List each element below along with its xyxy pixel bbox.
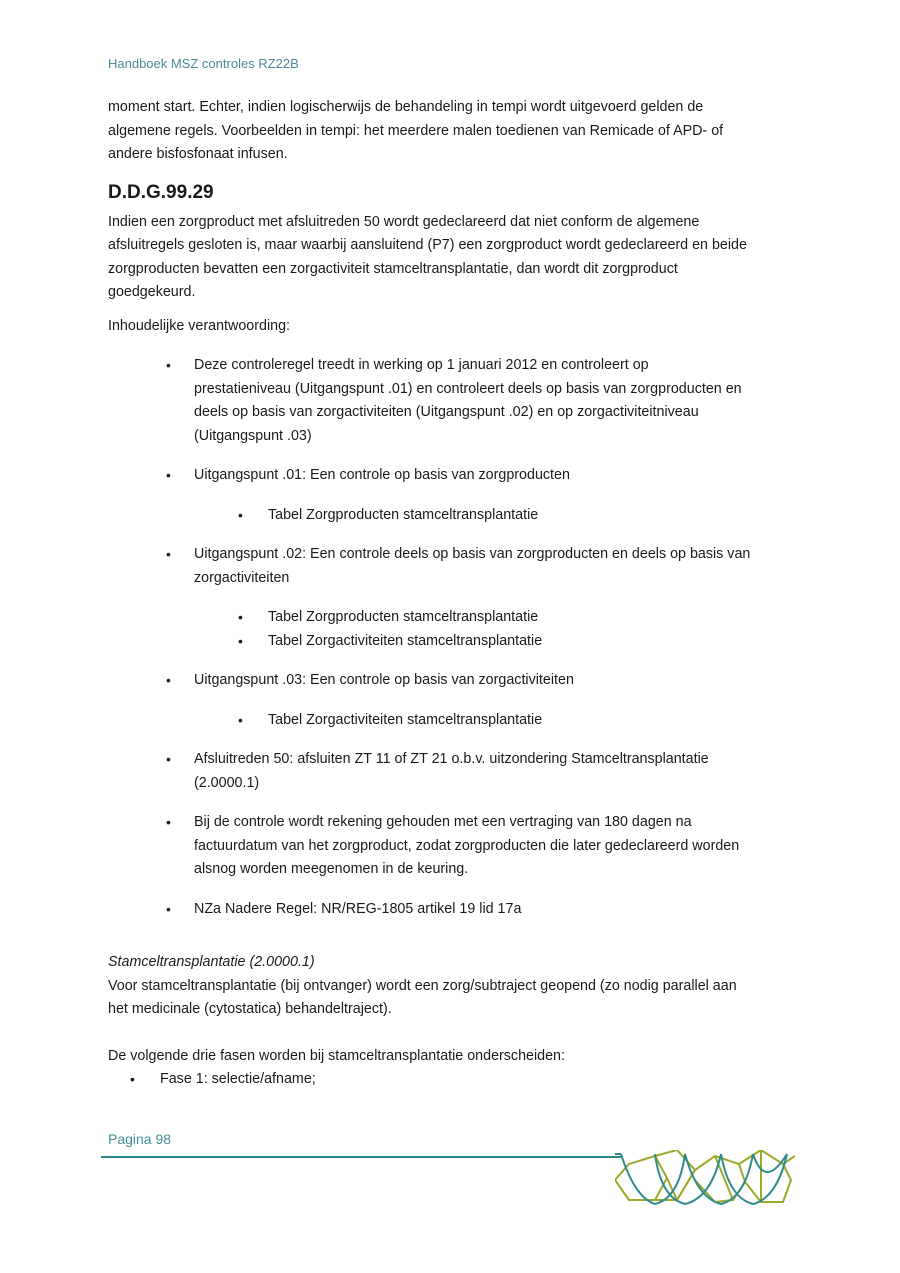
bullet-icon: • [166,751,171,767]
bullet-icon: • [166,900,171,917]
bullet-icon: • [166,357,171,373]
text-line: Voor stamceltransplantatie (bij ontvanger) wordt een zorg/subtraject geopend (zo nodig parallel aan [108,977,737,994]
phases-list [108,1068,798,1092]
phases-intro: De volgende drie fasen worden bij stamceltransplantatie onderscheiden: [108,1047,565,1064]
bullet-icon: • [166,672,171,688]
list-item: • Fase 1: selectie/afname; [108,1068,798,1092]
justification-label: Inhoudelijke verantwoording: [108,317,291,334]
footer-logo-pattern-icon [615,1150,795,1206]
page-content [108,96,798,1092]
running-header: Handboek MSZ controles RZ22B [108,56,299,71]
bullet-icon: • [166,814,171,830]
page-number: Pagina 98 [108,1131,172,1147]
list-item: • Deze controleregel treedt in werking op 1 januari 2012 en controleert op prestatieniveau (Uitgangspunt .01) en controleert deels op basis van zorgproducten en deels op basis van zorgactiviteiten (Uitgangspunt .02) en op zorgactiviteitniveau (Uitgangspunt .03) [108,354,798,448]
list-item: • Afsluitreden 50: afsluiten ZT 11 of ZT 21 o.b.v. uitzondering Stamceltransplantatie (2.0000.1) [108,748,798,795]
sub-list-item: • Tabel Zorgactiviteiten stamceltransplantatie [108,630,798,654]
bullet-icon: • [238,711,243,728]
text-line: andere bisfosfonaat infusen. [108,146,288,162]
bullet-icon: • [238,632,243,649]
list-item: • Uitgangspunt .01: Een controle op basis van zorgproducten [108,464,798,488]
list-item: • Uitgangspunt .02: Een controle deels op basis van zorgproducten en deels op basis van zorgactiviteiten [108,543,798,590]
sub-list-item: • Tabel Zorgproducten stamceltransplantatie [108,504,798,528]
section-heading: D.D.G.99.29 [108,181,214,203]
intro-paragraph [108,96,798,167]
list-item: • NZa Nadere Regel: NR/REG-1805 artikel 19 lid 17a [108,898,798,922]
justification-list [108,354,798,921]
sub-list-item: • Tabel Zorgactiviteiten stamceltransplantatie [108,709,798,733]
text-line: Indien een zorgproduct met afsluitreden 50 wordt gedeclareerd dat niet conform de algemene [108,213,700,230]
bullet-icon: • [166,467,171,483]
text-line: afsluitregels gesloten is, maar waarbij aansluitend (P7) een zorgproduct wordt gedeclareerd en beide [108,237,747,253]
text-line: het medicinale (cytostatica) behandeltraject). [108,1001,392,1017]
footer-rule [101,1156,621,1158]
bullet-icon: • [166,546,171,562]
list-item: • Bij de controle wordt rekening gehouden met een vertraging van 180 dagen na factuurdatum van het zorgproduct, zodat zorgproducten die later gedeclareerd worden alsnog worden meegenomen in de keuring. [108,811,798,882]
bullet-icon: • [238,609,243,625]
text-line: zorgproducten bevatten een zorgactiviteit stamceltransplantatie, dan wordt dit zorgproduct [108,260,678,277]
sub-list-item: • Tabel Zorgproducten stamceltransplantatie [108,606,798,630]
bullet-icon: • [130,1071,135,1087]
subsection-title: Stamceltransplantatie (2.0000.1) [108,954,315,970]
text-line: goedgekeurd. [108,284,196,300]
bullet-icon: • [238,506,243,523]
text-line: moment start. Echter, indien logischerwijs de behandeling in tempi wordt uitgevoerd gelden de [108,99,704,115]
list-item: • Uitgangspunt .03: Een controle op basis van zorgactiviteiten [108,669,798,693]
text-line: algemene regels. Voorbeelden in tempi: het meerdere malen toedienen van Remicade of APD- of [108,122,724,139]
section-description [108,211,798,305]
